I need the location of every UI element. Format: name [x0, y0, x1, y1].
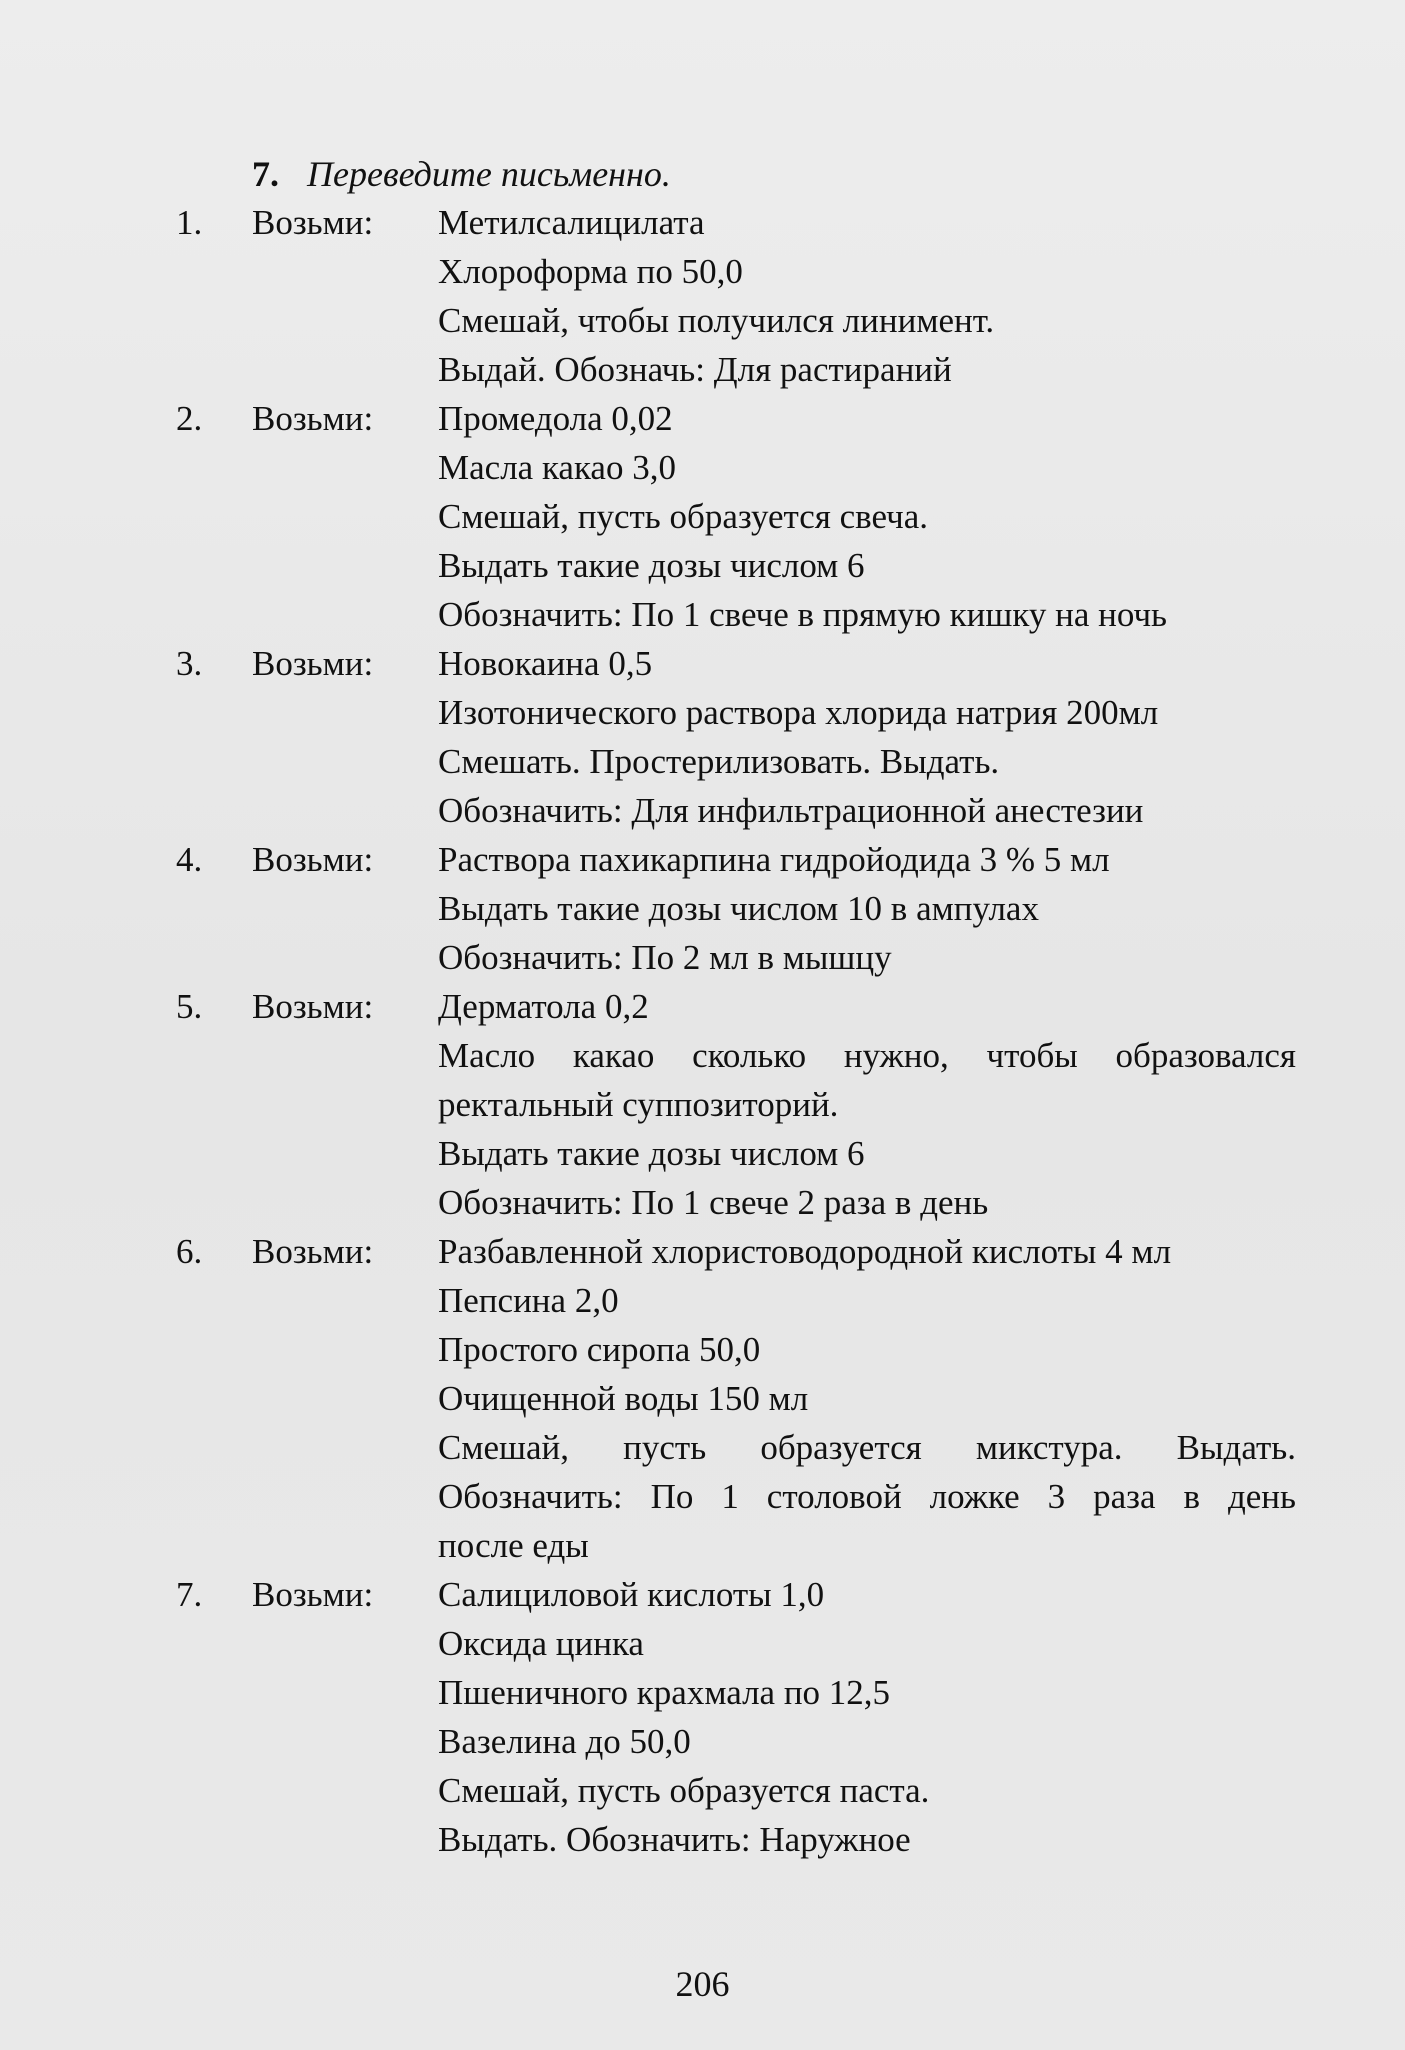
- item-line: Выдать такие дозы числом 6: [438, 1134, 865, 1173]
- item-line: Пепсина 2,0: [438, 1281, 619, 1320]
- item-line: Оксида цинка: [438, 1624, 644, 1663]
- item-line: Новокаина 0,5: [438, 644, 653, 683]
- item-line: Обозначить: По 1 свече 2 раза в день: [438, 1183, 989, 1222]
- item-line: Метилсалицилата: [438, 203, 705, 242]
- item-label: Возьми:: [252, 840, 374, 879]
- item-line: Смешать. Простерилизовать. Выдать.: [438, 742, 1000, 781]
- item-number: 6.: [176, 1232, 203, 1271]
- item-label: Возьми:: [252, 203, 374, 242]
- item-line: Дерматола 0,2: [438, 987, 649, 1026]
- item-label: Возьми:: [252, 1232, 374, 1271]
- item-line: Обозначить: Для инфильтрационной анестезии: [438, 791, 1144, 830]
- item-line: Салициловой кислоты 1,0: [438, 1575, 825, 1614]
- item-line: Обозначить: По 1 свече в прямую кишку на ночь: [438, 595, 1168, 634]
- item-line: после еды: [438, 1526, 589, 1565]
- item-line: Смешай, пусть образуется паста.: [438, 1771, 930, 1810]
- item-line: Обозначить: По 1 столовой ложке 3 раза в день: [438, 1477, 1296, 1516]
- item-label: Возьми:: [252, 399, 374, 438]
- item-line: Масло какао сколько нужно, чтобы образовался: [438, 1036, 1296, 1075]
- item-line: Масла какао 3,0: [438, 448, 676, 487]
- item-line: Хлороформа по 50,0: [438, 252, 743, 291]
- item-line: Простого сиропа 50,0: [438, 1330, 761, 1369]
- item-line: ректальный суппозиторий.: [438, 1085, 839, 1124]
- item-line: Выдать такие дозы числом 10 в ампулах: [438, 889, 1039, 928]
- item-number: 2.: [176, 399, 203, 438]
- item-line: Промедола 0,02: [438, 399, 673, 438]
- item-number: 3.: [176, 644, 203, 683]
- item-line: Выдать. Обозначить: Наружное: [438, 1820, 911, 1859]
- item-line: Очищенной воды 150 мл: [438, 1379, 809, 1418]
- item-line: Обозначить: По 2 мл в мышцу: [438, 938, 892, 977]
- item-number: 5.: [176, 987, 203, 1026]
- item-number: 7.: [176, 1575, 203, 1614]
- item-line: Разбавленной хлористоводородной кислоты 4 мл: [438, 1232, 1172, 1271]
- item-line: Пшеничного крахмала по 12,5: [438, 1673, 891, 1712]
- item-line: Вазелина до 50,0: [438, 1722, 691, 1761]
- item-line: Выдай. Обозначь: Для растираний: [438, 350, 952, 389]
- item-line: Смешай, пусть образуется свеча.: [438, 497, 929, 536]
- item-label: Возьми:: [252, 987, 374, 1026]
- item-number: 1.: [176, 203, 203, 242]
- item-line: Раствора пахикарпина гидройодида 3 % 5 мл: [438, 840, 1110, 879]
- exercise-title: Переведите письменно.: [307, 154, 671, 194]
- item-label: Возьми:: [252, 644, 374, 683]
- item-line: Выдать такие дозы числом 6: [438, 546, 865, 585]
- item-line: Смешай, чтобы получился линимент.: [438, 301, 995, 340]
- exercise-number: 7.: [252, 154, 279, 194]
- item-number: 4.: [176, 840, 203, 879]
- page-number: 206: [675, 1964, 730, 2004]
- item-line: Смешай, пусть образуется микстура. Выдать.: [438, 1428, 1296, 1467]
- item-label: Возьми:: [252, 1575, 374, 1614]
- item-line: Изотонического раствора хлорида натрия 200мл: [438, 693, 1159, 732]
- exercise-heading: [252, 150, 671, 198]
